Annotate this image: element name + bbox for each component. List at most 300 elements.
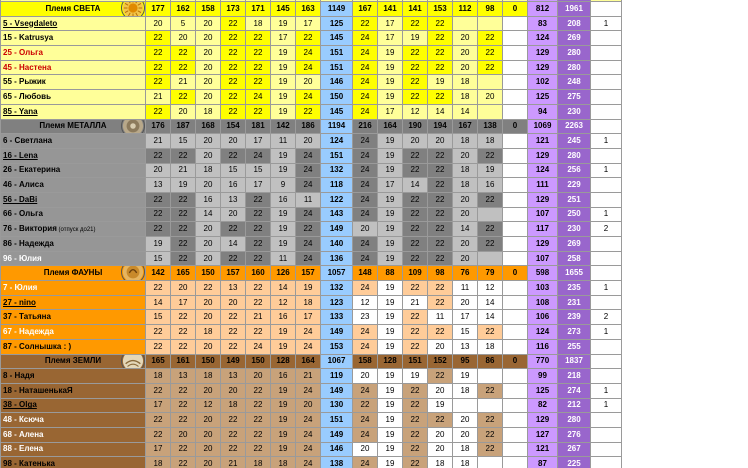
score-cell[interactable]: 22 [403,237,428,252]
score-cell[interactable] [478,457,503,468]
score-cell[interactable]: 20 [453,413,478,428]
score-cell[interactable]: 2 [591,310,622,325]
score-cell[interactable]: 12 [478,281,503,296]
score-cell[interactable] [478,398,503,413]
score-cell[interactable]: 24 [353,60,378,75]
score-cell[interactable]: 19 [271,104,296,119]
score-cell[interactable]: 20 [196,16,221,31]
score-cell[interactable]: 19 [271,383,296,398]
score-cell[interactable]: 151 [321,413,353,428]
score-cell[interactable]: 22 [403,398,428,413]
score-cell[interactable]: 129 [528,237,558,252]
score-cell[interactable]: 18 [453,457,478,468]
score-cell[interactable]: 19 [378,192,403,207]
member-name[interactable] [1,237,146,252]
score-cell[interactable]: 5 [171,16,196,31]
group-total-cell[interactable]: 216 [353,119,378,134]
score-cell[interactable]: 19 [271,398,296,413]
member-name[interactable] [1,104,146,119]
score-cell[interactable]: 24 [353,90,378,105]
score-cell[interactable]: 21 [146,90,171,105]
score-cell[interactable]: 18 [196,325,221,340]
score-cell[interactable]: 17 [146,398,171,413]
member-name[interactable] [1,16,146,31]
score-cell[interactable]: 127 [528,427,558,442]
score-cell[interactable]: 19 [378,46,403,61]
score-cell[interactable]: 22 [246,104,271,119]
score-cell[interactable] [503,192,528,207]
score-cell[interactable]: 225 [558,457,591,468]
score-cell[interactable]: 1 [591,281,622,296]
score-cell[interactable]: 20 [196,310,221,325]
score-cell[interactable]: 18 [146,369,171,384]
score-cell[interactable]: 149 [321,383,353,398]
score-cell[interactable]: 20 [478,90,503,105]
score-cell[interactable]: 16 [221,178,246,193]
member-name[interactable] [1,222,146,237]
group-title[interactable] [1,354,146,369]
score-cell[interactable]: 22 [478,60,503,75]
score-cell[interactable]: 22 [171,60,196,75]
score-cell[interactable]: 18 [246,16,271,31]
group-extra-cell[interactable] [591,354,622,369]
group-total-cell[interactable]: 160 [246,266,271,281]
score-cell[interactable]: 274 [558,383,591,398]
score-cell[interactable] [503,46,528,61]
member-name[interactable] [1,413,146,428]
score-cell[interactable]: 24 [353,75,378,90]
score-cell[interactable]: 19 [271,16,296,31]
member-name[interactable] [1,178,146,193]
score-cell[interactable] [453,16,478,31]
score-cell[interactable]: 256 [558,163,591,178]
score-cell[interactable]: 124 [528,325,558,340]
score-cell[interactable]: 24 [296,178,321,193]
score-cell[interactable]: 19 [378,237,403,252]
member-name[interactable] [1,398,146,413]
score-cell[interactable]: 20 [403,134,428,149]
score-cell[interactable]: 22 [428,251,453,266]
score-cell[interactable] [591,31,622,46]
score-cell[interactable]: 22 [146,281,171,296]
score-cell[interactable]: 22 [171,383,196,398]
score-cell[interactable]: 22 [403,75,428,90]
score-cell[interactable]: 20 [296,398,321,413]
score-cell[interactable]: 17 [246,134,271,149]
score-cell[interactable]: 258 [558,251,591,266]
group-total-cell[interactable]: 142 [271,119,296,134]
score-cell[interactable]: 24 [296,46,321,61]
score-cell[interactable]: 13 [146,178,171,193]
score-cell[interactable]: 22 [478,325,503,340]
score-cell[interactable]: 17 [378,104,403,119]
score-cell[interactable]: 22 [246,325,271,340]
score-cell[interactable]: 20 [196,148,221,163]
score-cell[interactable]: 22 [171,207,196,222]
group-total-cell[interactable]: 598 [528,266,558,281]
score-cell[interactable] [503,134,528,149]
score-cell[interactable]: 82 [528,398,558,413]
score-cell[interactable] [503,60,528,75]
score-cell[interactable]: 20 [171,104,196,119]
score-cell[interactable]: 133 [321,310,353,325]
score-cell[interactable]: 15 [146,310,171,325]
score-cell[interactable]: 151 [321,148,353,163]
score-cell[interactable]: 14 [146,295,171,310]
group-total-cell[interactable]: 770 [528,354,558,369]
score-cell[interactable]: 124 [321,134,353,149]
score-cell[interactable] [478,251,503,266]
score-cell[interactable]: 151 [321,60,353,75]
score-cell[interactable] [591,339,622,354]
score-cell[interactable]: 12 [403,104,428,119]
score-cell[interactable]: 125 [528,383,558,398]
score-cell[interactable] [591,295,622,310]
score-cell[interactable]: 20 [453,148,478,163]
member-name[interactable] [1,281,146,296]
score-cell[interactable]: 22 [428,413,453,428]
score-cell[interactable]: 22 [171,457,196,468]
score-cell[interactable]: 22 [403,310,428,325]
score-cell[interactable]: 107 [528,251,558,266]
score-cell[interactable]: 230 [558,222,591,237]
group-total-cell[interactable]: 95 [453,354,478,369]
member-name[interactable] [1,46,146,61]
score-cell[interactable]: 130 [321,398,353,413]
score-cell[interactable]: 145 [321,31,353,46]
score-cell[interactable]: 22 [428,325,453,340]
score-cell[interactable]: 212 [558,398,591,413]
score-cell[interactable]: 22 [146,222,171,237]
score-cell[interactable]: 24 [296,457,321,468]
score-cell[interactable]: 21 [296,369,321,384]
score-cell[interactable]: 22 [428,16,453,31]
score-cell[interactable]: 19 [453,369,478,384]
group-total-cell[interactable]: 0 [503,119,528,134]
score-cell[interactable]: 124 [528,163,558,178]
score-cell[interactable] [478,369,503,384]
score-cell[interactable]: 275 [558,90,591,105]
score-cell[interactable]: 24 [353,163,378,178]
score-cell[interactable]: 280 [558,46,591,61]
score-cell[interactable]: 20 [453,192,478,207]
score-cell[interactable]: 13 [221,369,246,384]
score-cell[interactable]: 17 [271,31,296,46]
score-cell[interactable]: 24 [353,427,378,442]
score-cell[interactable]: 22 [146,427,171,442]
group-total-cell[interactable]: 151 [403,354,428,369]
group-total-cell[interactable]: 167 [353,2,378,17]
score-cell[interactable]: 273 [558,325,591,340]
score-cell[interactable] [503,75,528,90]
score-cell[interactable]: 121 [528,442,558,457]
score-cell[interactable]: 20 [196,90,221,105]
score-cell[interactable]: 108 [528,295,558,310]
score-cell[interactable]: 19 [271,413,296,428]
member-name[interactable] [1,148,146,163]
score-cell[interactable] [503,148,528,163]
score-cell[interactable] [591,457,622,468]
score-cell[interactable]: 22 [171,251,196,266]
score-cell[interactable]: 11 [296,192,321,207]
score-cell[interactable]: 22 [221,442,246,457]
score-cell[interactable]: 107 [528,207,558,222]
score-cell[interactable]: 16 [196,192,221,207]
group-extra-cell[interactable] [591,119,622,134]
member-name[interactable] [1,427,146,442]
score-cell[interactable]: 22 [221,148,246,163]
score-cell[interactable]: 19 [428,75,453,90]
score-cell[interactable]: 251 [558,192,591,207]
score-cell[interactable]: 18 [478,339,503,354]
score-cell[interactable]: 22 [403,46,428,61]
score-cell[interactable]: 22 [403,413,428,428]
group-total-cell[interactable]: 158 [196,2,221,17]
score-cell[interactable]: 87 [528,457,558,468]
score-cell[interactable] [503,427,528,442]
score-cell[interactable]: 24 [353,104,378,119]
score-cell[interactable]: 17 [296,310,321,325]
group-total-cell[interactable]: 171 [246,2,271,17]
score-cell[interactable]: 22 [171,148,196,163]
score-cell[interactable]: 119 [321,369,353,384]
score-cell[interactable]: 19 [271,427,296,442]
member-name[interactable] [1,134,146,149]
score-cell[interactable]: 19 [378,310,403,325]
score-cell[interactable]: 18 [146,457,171,468]
group-total-cell[interactable]: 157 [296,266,321,281]
score-cell[interactable]: 16 [478,178,503,193]
score-cell[interactable]: 20 [246,369,271,384]
score-cell[interactable]: 20 [453,31,478,46]
score-cell[interactable]: 15 [453,325,478,340]
score-cell[interactable]: 18 [196,104,221,119]
group-total-cell[interactable]: 161 [171,354,196,369]
score-cell[interactable]: 20 [196,427,221,442]
score-cell[interactable]: 18 [453,134,478,149]
score-cell[interactable]: 231 [558,295,591,310]
score-cell[interactable]: 149 [321,427,353,442]
score-cell[interactable]: 22 [221,251,246,266]
score-cell[interactable] [591,413,622,428]
group-total-cell[interactable]: 157 [221,266,246,281]
score-cell[interactable]: 14 [453,222,478,237]
score-cell[interactable]: 22 [403,427,428,442]
group-total-cell[interactable]: 162 [171,2,196,17]
score-cell[interactable]: 22 [146,413,171,428]
score-cell[interactable]: 24 [296,148,321,163]
score-cell[interactable]: 24 [296,325,321,340]
score-cell[interactable]: 22 [403,442,428,457]
group-extra-cell[interactable] [591,266,622,281]
score-cell[interactable]: 22 [146,104,171,119]
score-cell[interactable]: 13 [453,339,478,354]
score-cell[interactable]: 18 [453,442,478,457]
score-cell[interactable]: 24 [296,207,321,222]
score-cell[interactable] [503,104,528,119]
score-cell[interactable]: 22 [171,192,196,207]
score-cell[interactable]: 22 [146,325,171,340]
score-cell[interactable]: 20 [196,383,221,398]
group-total-cell[interactable]: 173 [221,2,246,17]
score-cell[interactable]: 235 [558,281,591,296]
score-cell[interactable]: 24 [296,90,321,105]
group-total-cell[interactable]: 152 [428,354,453,369]
group-total-cell[interactable]: 112 [453,2,478,17]
score-cell[interactable]: 99 [528,369,558,384]
score-cell[interactable]: 14 [196,207,221,222]
group-total-cell[interactable]: 186 [296,119,321,134]
score-cell[interactable]: 269 [558,31,591,46]
score-cell[interactable]: 12 [196,398,221,413]
score-cell[interactable]: 12 [353,295,378,310]
score-cell[interactable]: 118 [321,178,353,193]
score-cell[interactable]: 22 [403,163,428,178]
member-name[interactable] [1,339,146,354]
group-total-cell[interactable]: 158 [353,354,378,369]
score-cell[interactable]: 19 [271,60,296,75]
score-cell[interactable]: 19 [378,457,403,468]
score-cell[interactable]: 1 [591,207,622,222]
score-cell[interactable]: 20 [453,207,478,222]
score-cell[interactable]: 17 [146,442,171,457]
score-cell[interactable]: 255 [558,339,591,354]
score-cell[interactable]: 11 [271,134,296,149]
score-cell[interactable]: 17 [378,16,403,31]
score-cell[interactable]: 20 [196,457,221,468]
score-cell[interactable]: 20 [428,134,453,149]
score-cell[interactable]: 22 [246,281,271,296]
score-cell[interactable]: 129 [528,60,558,75]
score-cell[interactable] [503,281,528,296]
score-cell[interactable]: 22 [478,427,503,442]
score-cell[interactable] [503,442,528,457]
score-cell[interactable]: 19 [378,413,403,428]
score-cell[interactable]: 20 [353,442,378,457]
score-cell[interactable]: 269 [558,237,591,252]
score-cell[interactable]: 22 [171,46,196,61]
score-cell[interactable]: 129 [528,413,558,428]
score-cell[interactable]: 20 [196,75,221,90]
score-cell[interactable]: 149 [321,222,353,237]
score-cell[interactable]: 22 [296,31,321,46]
score-cell[interactable]: 22 [171,339,196,354]
score-cell[interactable]: 11 [453,281,478,296]
score-cell[interactable]: 20 [196,134,221,149]
score-cell[interactable] [478,16,503,31]
score-cell[interactable]: 22 [478,383,503,398]
score-cell[interactable]: 20 [221,134,246,149]
score-cell[interactable]: 22 [478,192,503,207]
score-cell[interactable]: 146 [321,75,353,90]
score-cell[interactable]: 22 [478,31,503,46]
score-cell[interactable]: 230 [558,104,591,119]
group-total-cell[interactable]: 150 [246,354,271,369]
score-cell[interactable]: 20 [146,16,171,31]
score-cell[interactable]: 20 [296,134,321,149]
group-total-cell[interactable]: 165 [146,354,171,369]
group-total-cell[interactable]: 138 [478,119,503,134]
score-cell[interactable] [478,104,503,119]
score-cell[interactable]: 22 [428,31,453,46]
score-cell[interactable]: 24 [246,148,271,163]
score-cell[interactable]: 24 [353,134,378,149]
score-cell[interactable]: 22 [428,237,453,252]
score-cell[interactable] [503,251,528,266]
score-cell[interactable]: 24 [353,46,378,61]
score-cell[interactable]: 22 [478,442,503,457]
score-cell[interactable]: 19 [378,148,403,163]
score-cell[interactable]: 22 [478,148,503,163]
score-cell[interactable]: 19 [378,339,403,354]
score-cell[interactable]: 18 [478,134,503,149]
score-cell[interactable]: 22 [221,427,246,442]
group-extra-cell[interactable] [591,2,622,17]
score-cell[interactable]: 111 [528,178,558,193]
score-cell[interactable]: 22 [428,222,453,237]
score-cell[interactable]: 19 [271,46,296,61]
member-name[interactable] [1,310,146,325]
score-cell[interactable]: 13 [221,192,246,207]
score-cell[interactable]: 19 [271,237,296,252]
score-cell[interactable]: 22 [353,16,378,31]
group-total-cell[interactable]: 164 [296,354,321,369]
score-cell[interactable] [591,75,622,90]
score-cell[interactable]: 1 [591,383,622,398]
score-cell[interactable]: 18 [296,295,321,310]
score-cell[interactable]: 22 [403,281,428,296]
score-cell[interactable]: 13 [221,281,246,296]
score-cell[interactable]: 24 [296,163,321,178]
score-cell[interactable]: 22 [221,222,246,237]
score-cell[interactable]: 22 [221,75,246,90]
score-cell[interactable] [591,90,622,105]
score-cell[interactable]: 22 [428,192,453,207]
score-cell[interactable]: 20 [221,207,246,222]
score-cell[interactable]: 22 [171,310,196,325]
score-cell[interactable]: 22 [221,325,246,340]
score-cell[interactable]: 145 [321,104,353,119]
score-cell[interactable]: 19 [378,398,403,413]
score-cell[interactable]: 22 [246,427,271,442]
score-cell[interactable]: 18 [453,178,478,193]
score-cell[interactable] [503,310,528,325]
member-name[interactable] [1,31,146,46]
score-cell[interactable]: 19 [378,369,403,384]
score-cell[interactable] [503,222,528,237]
score-cell[interactable]: 22 [171,222,196,237]
group-total-cell[interactable]: 142 [146,266,171,281]
score-cell[interactable]: 20 [171,31,196,46]
score-cell[interactable]: 22 [296,104,321,119]
score-cell[interactable]: 24 [353,237,378,252]
group-total-cell[interactable]: 86 [478,354,503,369]
score-cell[interactable]: 129 [528,46,558,61]
group-total-cell[interactable]: 181 [246,119,271,134]
member-name[interactable] [1,442,146,457]
score-cell[interactable]: 18 [271,457,296,468]
score-cell[interactable]: 22 [428,281,453,296]
score-cell[interactable]: 20 [171,281,196,296]
score-cell[interactable]: 116 [528,339,558,354]
group-total-cell[interactable]: 128 [378,354,403,369]
score-cell[interactable]: 21 [221,457,246,468]
score-cell[interactable]: 22 [353,398,378,413]
score-cell[interactable]: 22 [246,237,271,252]
score-cell[interactable]: 22 [403,325,428,340]
score-cell[interactable]: 22 [146,31,171,46]
score-cell[interactable]: 22 [428,60,453,75]
